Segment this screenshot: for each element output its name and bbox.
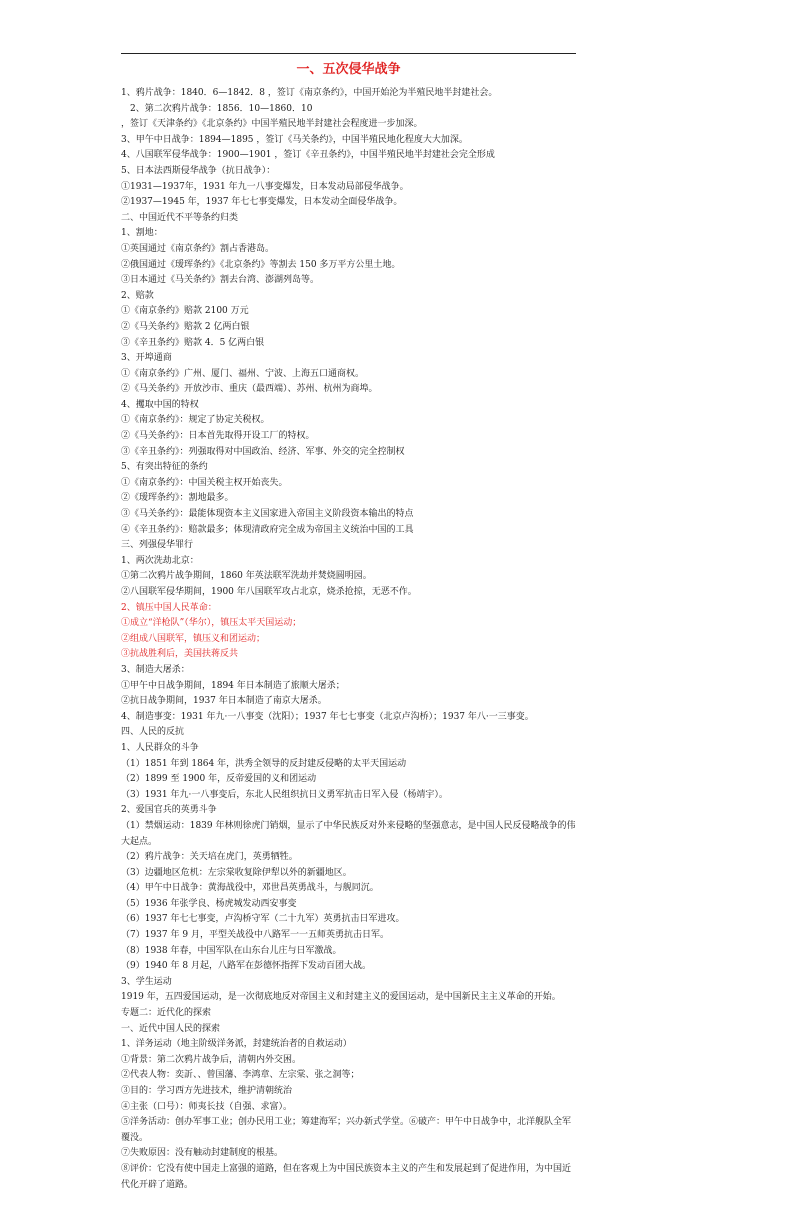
text-line: 3、开埠通商 [121,353,172,364]
top-rule [121,53,576,54]
page-title: 一、五次侵华战争 [296,62,401,77]
highlighted-line: ③抗战胜利后，美国扶蒋反共 [121,649,239,660]
text-line: ③《马关条约》：最能体现资本主义国家进入帝国主义阶段资本输出的特点 [121,509,414,520]
section-heading: 专题二：近代化的探索 [121,1008,212,1019]
document-body [121,86,576,1193]
text-line: ①《南京条约》：规定了协定关税权。 [121,415,270,426]
section-heading: 二、中国近代不平等条约归类 [121,212,239,223]
text-line: ，签订《天津条约》《北京条约》中国半殖民地半封建社会程度进一步加深。 [121,119,423,130]
text-line: ①《南京条约》赔款 2100 万元 [121,306,249,317]
text-line: 5、日本法西斯侵华战争（抗日战争）： [121,165,276,176]
text-line: 5、有突出特征的条约 [121,462,208,473]
section-heading: 一、近代中国人民的探索 [121,1023,221,1034]
text-line: 4、八国联军侵华战争：1900—1901 ，签订《辛丑条约》，中国半殖民地半封建社会完全形成 [121,150,495,161]
text-line: 3、制造大屠杀： [121,664,190,675]
text-line: ①背景：第二次鸦片战争后，清朝内外交困。 [121,1054,302,1065]
text-line: （6）1937 年七七事变，卢沟桥守军（二十九军）英勇抗击日军进攻。 [121,914,405,925]
text-line: ①1931—1937年，1931 年九一八事变爆发，日本发动局部侵华战争。 [121,181,409,192]
text-line: 2、赔款 [121,290,154,301]
text-line: 1、割地： [121,228,163,239]
text-line: ①《南京条约》广州、厦门、福州、宁波、上海五口通商权。 [121,368,365,379]
text-line: （2）1899 至 1900 年，反帝爱国的义和团运动 [121,774,317,785]
text-line: ⑦失败原因：没有触动封建制度的根基。 [121,1148,284,1159]
text-line: 2、爱国官兵的英勇斗争 [121,805,217,816]
text-line: ①甲午中日战争期间，1894 年日本制造了旅顺大屠杀； [121,680,345,691]
text-line: ④《辛丑条约》：赔款最多；体现清政府完全成为帝国主义统治中国的工具 [121,524,414,535]
highlighted-line: ②组成八国联军，镇压义和团运动； [121,633,266,644]
text-line: （9）1940 年 8 月起，八路军在彭德怀指挥下发动百团大战。 [121,961,371,972]
text-line: ①《南京条约》：中国关税主权开始丧失。 [121,477,288,488]
text-line: ①英国通过《南京条约》割占香港岛。 [121,243,275,254]
text-line: ②《瑷珲条约》：割地最多。 [121,493,234,504]
text-line: ④主张（口号）：师夷长技（自强、求富）。 [121,1101,293,1112]
text-line: ⑤洋务活动：创办军事工业；创办民用工业；筹建海军；兴办新式学堂。⑥破产：甲午中日战争中，北洋舰队全军覆没。 [121,1117,572,1143]
text-line: ②俄国通过《瑷珲条约》《北京条约》等割去 150 多万平方公里土地。 [121,259,401,270]
text-line: 2、第二次鸦片战争：1856．10—1860．10 [130,103,313,114]
text-line: （1）1851 年到 1864 年，洪秀全领导的反封建反侵略的太平天国运动 [121,758,407,769]
text-line: ②《马关条约》：日本首先取得开设工厂的特权。 [121,431,315,442]
text-line: 1、两次洗劫北京： [121,555,199,566]
text-line: ③《辛丑条约》：列强取得对中国政治、经济、军事、外交的完全控制权 [121,446,405,457]
text-line: （5）1936 年张学良、杨虎城发动西安事变 [121,898,297,909]
text-line: ③《辛丑条约》赔款 4．5 亿两白银 [121,337,265,348]
text-line: ③日本通过《马关条约》割去台湾、澎湖列岛等。 [121,275,320,286]
text-line: ⑧评价：它没有使中国走上富强的道路，但在客观上为中国民族资本主义的产生和发展起到了促进作用，为中国近代化开辟了道路。 [121,1163,572,1190]
text-line: ②《马关条约》开放沙市、重庆（最西端）、苏州、杭州为商埠。 [121,384,378,395]
text-line: 1919 年，五四爱国运动，是一次彻底地反对帝国主义和封建主义的爱国运动，是中国新民主主义革命的开始。 [121,992,561,1003]
text-line: （3）1931 年九·一八事变后，东北人民组织抗日义勇军抗击日军入侵（杨靖宇）。 [121,789,448,800]
text-line: 1、人民群众的斗争 [121,742,199,753]
text-line: 4、制造事变：1931 年九·一八事变（沈阳）；1937 年七七事变（北京卢沟桥）；1937 年八·一三事变。 [121,711,534,722]
text-line: 3、学生运动 [121,976,172,987]
highlighted-line: 2、镇压中国人民革命： [121,602,217,613]
text-line: （7）1937 年 9 月，平型关战役中八路军一一五师英勇抗击日军。 [121,930,389,941]
section-heading: 三、列强侵华罪行 [121,540,194,551]
text-line: ③目的：学习西方先进技术，维护清朝统治 [121,1086,293,1096]
text-line: ②抗日战争期间，1937 年日本制造了南京大屠杀。 [121,696,327,707]
text-line: （2）鸦片战争：关天培在虎门，英勇牺牲。 [121,852,298,863]
text-line: （1）禁烟运动：1839 年林则徐虎门销烟，显示了中华民族反对外来侵略的坚强意志，是中国人民反侵略战争的伟大起点。 [121,820,576,847]
text-line: 4、攫取中国的特权 [121,399,199,410]
text-line: 1、洋务运动（地主阶级洋务派，封建统治者的自救运动） [121,1039,352,1050]
section-heading: 四、人民的反抗 [121,727,185,738]
text-line: ②《马关条约》赔款 2 亿两白银 [121,321,250,332]
text-line: 3、甲午中日战争：1894—1895 ，签订《马关条约》，中国半殖民地化程度大大加深。 [121,134,468,145]
text-line: ②1937—1945 年，1937 年七七事变爆发，日本发动全面侵华战争。 [121,197,403,208]
text-line: ①第二次鸦片战争期间，1860 年英法联军洗劫并焚烧圆明园。 [121,571,372,582]
text-line: （8）1938 年春，中国军队在山东台儿庄与日军激战。 [121,945,342,956]
text-line: ②代表人物：奕訢、、曾国藩、李鸿章、左宗棠、张之洞等； [121,1070,360,1081]
text-line: 1、鸦片战争：1840．6—1842．8 ，签订《南京条约》，中国开始沦为半殖民地半封建社会。 [121,88,498,98]
text-line: （4）甲午中日战争：黄海战役中，邓世昌英勇战斗，与舰同沉。 [121,883,379,894]
text-line: ②八国联军侵华期间，1900 年八国联军攻占北京，烧杀抢掠，无恶不作。 [121,587,417,597]
highlighted-line: ①成立“洋枪队”（华尔），镇压太平天国运动； [121,618,302,629]
text-line: （3）边疆地区危机：左宗棠收复除伊犁以外的新疆地区。 [121,867,352,878]
